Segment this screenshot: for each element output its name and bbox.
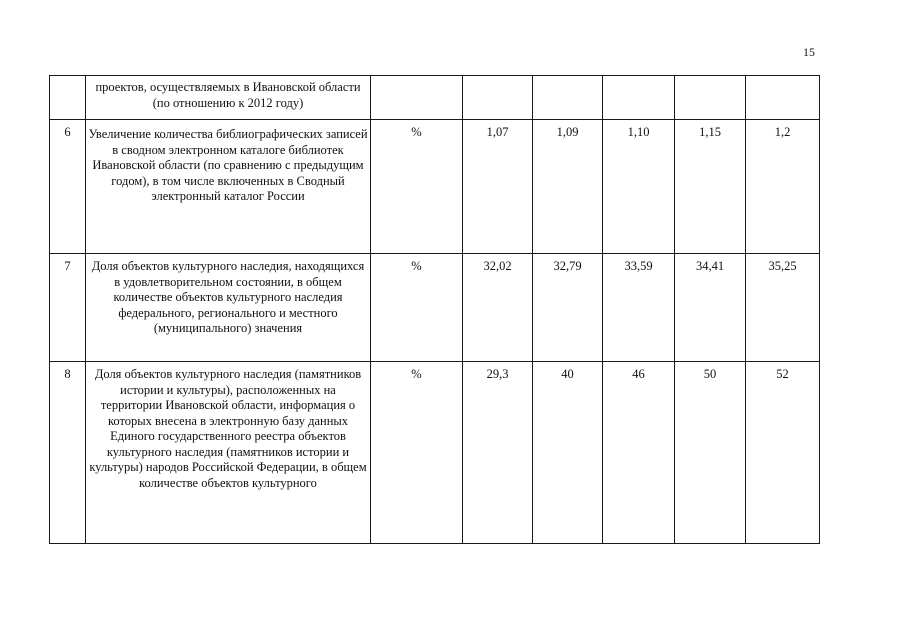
row-number: 7 xyxy=(50,254,86,362)
unit-cell: % xyxy=(371,362,463,544)
value-cell xyxy=(463,76,533,120)
value-cell xyxy=(746,76,820,120)
value-cell: 32,02 xyxy=(463,254,533,362)
value-cell: 1,15 xyxy=(675,120,746,254)
value-cell: 1,2 xyxy=(746,120,820,254)
value-cell: 29,3 xyxy=(463,362,533,544)
value-cell: 34,41 xyxy=(675,254,746,362)
value-cell: 1,10 xyxy=(603,120,675,254)
page-number: 15 xyxy=(803,45,815,59)
row-number xyxy=(50,76,86,120)
value-cell: 40 xyxy=(533,362,603,544)
unit-cell xyxy=(371,76,463,120)
indicator-name: проектов, осуществляемых в Ивановской области (по отношению к 2012 году) xyxy=(86,76,371,120)
value-cell: 50 xyxy=(675,362,746,544)
indicator-name: Доля объектов культурного наследия, находящихся в удовлетворительном состоянии, в общем количестве объектов культурного наследия федерального, регионального и местного (муниципального) значения xyxy=(86,254,371,362)
value-cell xyxy=(603,76,675,120)
row-number: 6 xyxy=(50,120,86,254)
value-cell: 46 xyxy=(603,362,675,544)
row-number: 8 xyxy=(50,362,86,544)
indicator-name: Увеличение количества библиографических записей в сводном электронном каталоге библиотек Ивановской области (по сравнению с предыдущим годом), в том числе включенных в Сводный электронный каталог России xyxy=(86,120,371,254)
value-cell: 1,07 xyxy=(463,120,533,254)
value-cell: 33,59 xyxy=(603,254,675,362)
table-row xyxy=(50,76,820,120)
value-cell: 52 xyxy=(746,362,820,544)
value-cell: 32,79 xyxy=(533,254,603,362)
indicator-name: Доля объектов культурного наследия (памятников истории и культуры), расположенных на территории Ивановской области, информация о которых внесена в электронную базу данных Единого государственного реестра объектов культурного наследия (памятников истории и культуры) народов Российской Федерации, в общем количестве объектов культурного xyxy=(86,362,371,544)
indicators-table xyxy=(49,75,820,544)
value-cell: 35,25 xyxy=(746,254,820,362)
value-cell xyxy=(533,76,603,120)
table-row xyxy=(50,254,820,362)
unit-cell: % xyxy=(371,254,463,362)
value-cell: 1,09 xyxy=(533,120,603,254)
unit-cell: % xyxy=(371,120,463,254)
table-row xyxy=(50,362,820,544)
table-row xyxy=(50,120,820,254)
value-cell xyxy=(675,76,746,120)
